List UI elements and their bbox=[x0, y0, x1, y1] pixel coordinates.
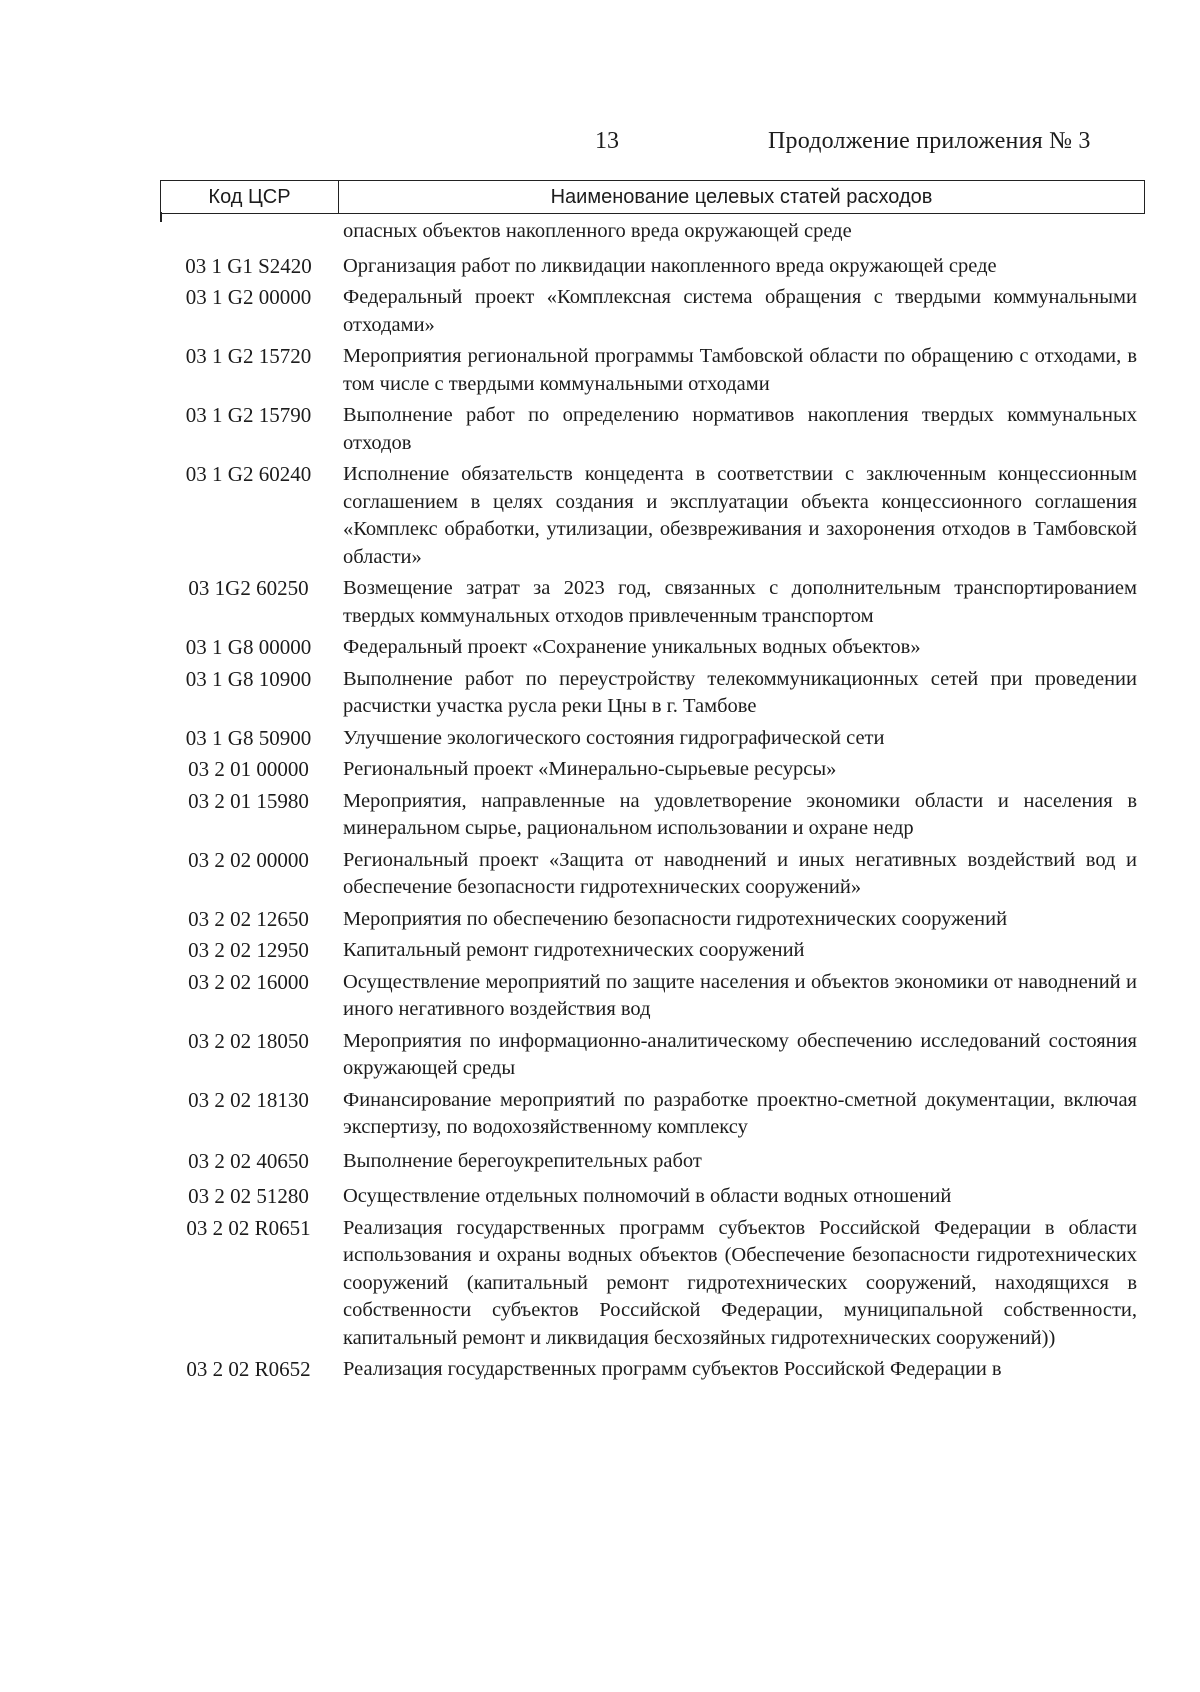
table-row bbox=[160, 937, 1145, 965]
table-row bbox=[160, 402, 1145, 457]
row-name: Выполнение работ по определению нормативов накопления твердых коммунальных отходов bbox=[343, 404, 1137, 454]
row-name: Федеральный проект «Комплексная система обращения с твердыми коммунальными отходами» bbox=[343, 286, 1137, 336]
table-row bbox=[160, 1148, 1145, 1176]
table-row bbox=[160, 725, 1145, 753]
row-code: 03 2 02 40650 bbox=[188, 1148, 309, 1173]
table-row bbox=[160, 1215, 1145, 1353]
table-row bbox=[160, 461, 1145, 571]
row-code: 03 1 G8 50900 bbox=[185, 725, 312, 750]
row-name: Выполнение работ по переустройству телекоммуникационных сетей при проведении расчистки участка русла реки Цны в г. Тамбове bbox=[343, 667, 1137, 717]
row-name: Организация работ по ликвидации накопленного вреда окружающей среде bbox=[343, 254, 997, 277]
row-code: 03 1 G2 15790 bbox=[185, 403, 312, 427]
row-name: Федеральный проект «Сохранение уникальных водных объектов» bbox=[343, 636, 921, 658]
table-row bbox=[160, 969, 1145, 1024]
row-name: Финансирование мероприятий по разработке проектно-сметной документации, включая экспертизу, по водохозяйственному комплексу bbox=[343, 1088, 1137, 1138]
row-name: Осуществление отдельных полномочий в области водных отношений bbox=[343, 1185, 952, 1207]
table-header bbox=[160, 180, 1145, 214]
row-name: Осуществление мероприятий по защите населения и объектов экономики от наводнений и иного негативного воздействия вод bbox=[343, 970, 1137, 1020]
table-row bbox=[160, 906, 1145, 934]
row-code: 03 1 G8 00000 bbox=[185, 635, 312, 659]
row-name: Возмещение затрат за 2023 год, связанных с дополнительным транспортированием твердых коммунальных отходов привлеченным транспортом bbox=[343, 577, 1137, 627]
row-name: Реализация государственных программ субъектов Российской Федерации в области использования и охраны водных объектов (Обеспечение безопасности гидротехнических сооружений (капитальный ремонт гидротехнических сооружений, находящихся в собственности субъектов Российской Федерации, муниципальной собственности, капитальный ремонт и ликвидация бесхозяйных гидротехнических сооружений)) bbox=[343, 1216, 1137, 1349]
row-code: 03 2 02 R0651 bbox=[186, 1215, 311, 1240]
table-row bbox=[160, 666, 1145, 721]
row-name: Реализация государственных программ субъектов Российской Федерации в bbox=[343, 1358, 1002, 1380]
table-row bbox=[160, 218, 1145, 246]
table-row bbox=[160, 1087, 1145, 1142]
row-code: 03 2 02 16000 bbox=[188, 969, 309, 994]
table-row bbox=[160, 756, 1145, 784]
table-row bbox=[160, 847, 1145, 902]
row-name: Выполнение берегоукрепительных работ bbox=[343, 1149, 702, 1172]
row-code: 03 1 G2 15720 bbox=[185, 344, 312, 368]
row-code: 03 1 G2 00000 bbox=[185, 285, 312, 309]
row-code: 03 1G2 60250 bbox=[188, 576, 309, 600]
row-code: 03 2 02 18050 bbox=[188, 1028, 309, 1053]
row-name: Улучшение экологического состояния гидрографической сети bbox=[343, 726, 885, 749]
table-row bbox=[160, 284, 1145, 339]
row-code: 03 2 02 R0652 bbox=[186, 1357, 311, 1381]
table-row bbox=[160, 1356, 1145, 1384]
continuation-label: Продолжение приложения № 3 bbox=[768, 128, 1091, 154]
row-name: Исполнение обязательств концедента в соответствии с заключенным концессионным соглашением в целях создания и эксплуатации объекта концессионного соглашения «Комплекс обработки, утилизации, обезвреживания и захоронения отходов в Тамбовской области» bbox=[343, 463, 1137, 568]
row-name: Мероприятия по информационно-аналитическому обеспечению исследований состояния окружающей среды bbox=[343, 1029, 1137, 1079]
row-code: 03 2 02 18130 bbox=[188, 1087, 309, 1112]
row-name: Мероприятия по обеспечению безопасности гидротехнических сооружений bbox=[343, 907, 1008, 930]
table-body bbox=[160, 218, 1145, 1384]
row-code: 03 1 G2 60240 bbox=[185, 462, 312, 486]
table-row bbox=[160, 788, 1145, 843]
row-name: Региональный проект «Минерально-сырьевые ресурсы» bbox=[343, 758, 837, 780]
row-code: 03 2 02 12950 bbox=[188, 938, 309, 962]
table-row bbox=[160, 1183, 1145, 1211]
row-name: Мероприятия, направленные на удовлетворение экономики области и населения в минеральном сырье, рациональном использовании и охране недр bbox=[343, 789, 1137, 839]
row-name: Капитальный ремонт гидротехнических сооружений bbox=[343, 939, 805, 961]
table-row bbox=[160, 253, 1145, 281]
page-number: 13 bbox=[595, 128, 619, 154]
column-header-name: Наименование целевых статей расходов bbox=[550, 185, 933, 208]
table-row bbox=[160, 343, 1145, 398]
table-row bbox=[160, 1028, 1145, 1083]
row-name: Мероприятия региональной программы Тамбовской области по обращению с отходами, в том числе с твердыми коммунальными отходами bbox=[343, 345, 1137, 395]
table-row bbox=[160, 575, 1145, 630]
table-row bbox=[160, 634, 1145, 662]
row-code: 03 1 G8 10900 bbox=[185, 666, 312, 691]
row-code: 03 1 G1 S2420 bbox=[185, 253, 312, 278]
row-code: 03 2 02 00000 bbox=[188, 847, 309, 872]
row-code: 03 2 02 51280 bbox=[188, 1184, 309, 1208]
row-name: опасных объектов накопленного вреда окружающей среде bbox=[343, 220, 852, 242]
column-header-code: Код ЦСР bbox=[161, 181, 339, 213]
row-code: 03 2 01 00000 bbox=[188, 757, 309, 781]
row-name: Региональный проект «Защита от наводнений и иных негативных воздействий вод и обеспечение безопасности гидротехнических сооружений» bbox=[343, 848, 1137, 898]
row-code: 03 2 02 12650 bbox=[188, 906, 309, 931]
row-code: 03 2 01 15980 bbox=[188, 788, 309, 813]
